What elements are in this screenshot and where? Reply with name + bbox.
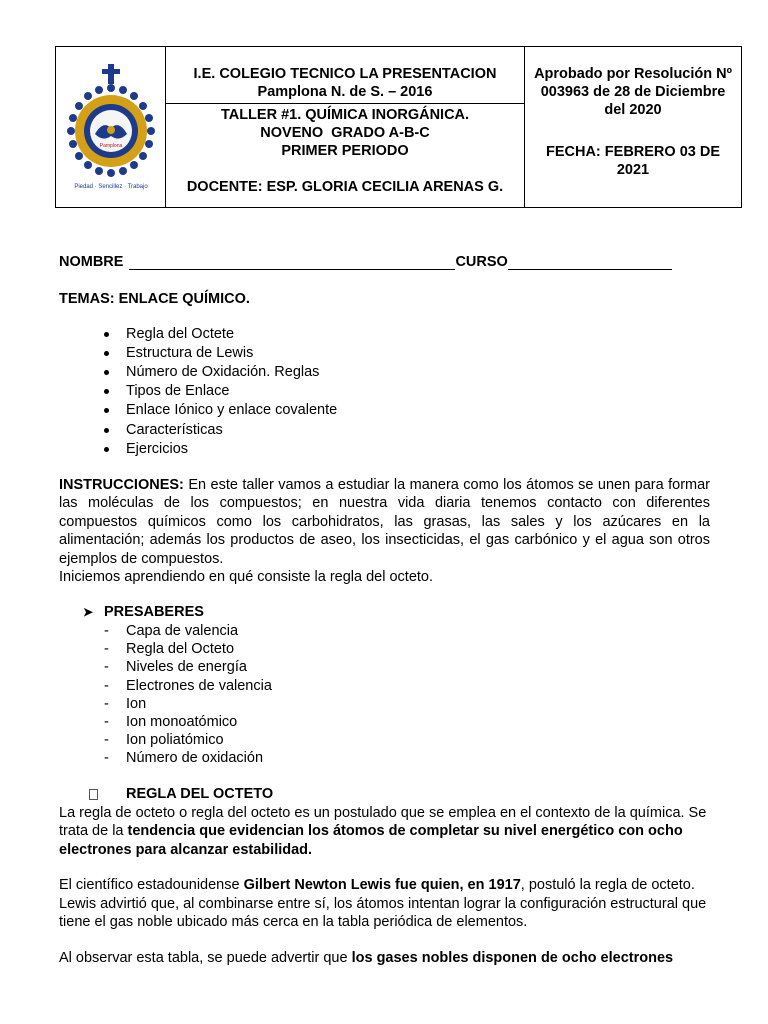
checkbox-bullet-icon: [89, 789, 98, 800]
list-item: - Número de oxidación: [59, 749, 710, 767]
periodo: PRIMER PERIODO: [281, 143, 409, 159]
aprobado-line-3: del 2020: [604, 102, 662, 118]
list-item: Enlace Iónico y enlace covalente: [59, 401, 710, 420]
list-item: Tipos de Enlace: [59, 382, 710, 401]
list-item: - Ion monoatómico: [59, 713, 710, 731]
course-block: [166, 104, 524, 198]
institution-block: [166, 47, 524, 104]
presaberes-title: PRESABERES: [104, 603, 204, 620]
instrucciones-text: En este taller vamos a estudiar la manera como los átomos se unen para formar las moléculas de los compuestos; en nuestra vida diaria tenemos contacto con diferentes compuestos químicos como los carbohidratos, las grasas, las sales y los azúcares en la alimentación; además los productos de aseo, los insecticidas, el gas carbónico y el agua son otros ejemplos de compuestos.: [59, 476, 710, 567]
nombre-blank[interactable]: [129, 255, 455, 270]
list-item: Características: [59, 421, 710, 440]
svg-text:Pamplona: Pamplona: [99, 143, 122, 149]
city-year: Pamplona N. de S. – 2016: [257, 84, 433, 100]
regla-p1-text: La regla de octeto o regla del octeto es un postulado que se emplea en el contexto de la química. Se trata de la: [59, 804, 707, 840]
regla-p2-text: El científico estadounidense: [59, 877, 244, 894]
temas-title: TEMAS: ENLACE QUÍMICO.: [59, 291, 250, 307]
regla-title: REGLA DEL OCTETO: [126, 785, 274, 802]
grado: NOVENO GRADO A-B-C: [260, 125, 430, 141]
presaberes-list: [59, 622, 710, 768]
list-item: - Capa de valencia: [59, 622, 710, 640]
list-item: Ejercicios: [59, 440, 710, 459]
regla-p3-text: Al observar esta tabla, se puede advertir que: [59, 949, 352, 966]
list-item: - Niveles de energía: [59, 658, 710, 676]
regla-p3-bold: los gases nobles disponen de ocho electrones: [351, 949, 674, 966]
nombre-curso-row: [59, 250, 710, 270]
header-right-cell: [525, 47, 741, 207]
aprobado-line-1: Aprobado por Resolución Nº: [534, 66, 732, 82]
logo-cell: [56, 47, 166, 207]
list-item: - Ion poliatómico: [59, 731, 710, 749]
svg-text:Piedad · Sencillez · Trabajo: Piedad · Sencillez · Trabajo: [73, 184, 148, 190]
regla-heading: [89, 785, 710, 804]
list-item: Número de Oxidación. Reglas: [59, 363, 710, 382]
regla-paragraph-2: [59, 876, 710, 932]
temas-list: [59, 325, 710, 459]
header-center-cell: [166, 47, 525, 207]
regla-p2-text-end: , postuló la regla de octeto. Lewis advirtió que, al combinarse entre sí, los átomos intentan lograr la configuración estructural que tiene el gas noble ubicado más cerca en la tabla periódica de elementos.: [59, 877, 707, 931]
list-item: Estructura de Lewis: [59, 344, 710, 363]
instrucciones-paragraph: [59, 476, 710, 569]
curso-label: CURSO: [455, 254, 508, 270]
aprobado-line-2: 003963 de 28 de Diciembre: [540, 84, 726, 100]
regla-paragraph-1: [59, 804, 710, 860]
docente: DOCENTE: ESP. GLORIA CECILIA ARENAS G.: [186, 179, 504, 195]
fecha-line-2: 2021: [616, 162, 650, 178]
arrow-bullet-icon: ➤: [83, 604, 94, 619]
fecha-line-1: FECHA: FEBRERO 03 DE: [545, 144, 721, 160]
school-logo: [63, 64, 159, 190]
list-item: - Electrones de valencia: [59, 677, 710, 695]
instrucciones-label: INSTRUCCIONES:: [59, 476, 184, 493]
list-item: - Regla del Octeto: [59, 640, 710, 658]
presaberes-heading: [83, 603, 710, 622]
curso-blank[interactable]: [508, 255, 672, 270]
document-body: [59, 250, 710, 967]
regla-paragraph-3: [59, 949, 710, 968]
nombre-label: NOMBRE: [59, 254, 124, 270]
header-table: [55, 46, 742, 208]
regla-p2-bold: Gilbert Newton Lewis fue quien, en 1917: [243, 877, 521, 894]
taller-title: TALLER #1. QUÍMICA INORGÁNICA.: [220, 107, 470, 123]
list-item: Regla del Octete: [59, 325, 710, 344]
instrucciones-next: Iniciemos aprendiendo en qué consiste la regla del octeto.: [59, 569, 434, 586]
list-item: - Ion: [59, 695, 710, 713]
institution-name: I.E. COLEGIO TECNICO LA PRESENTACION: [193, 66, 497, 82]
regla-p1-bold: tendencia que evidencian los átomos de completar su nivel energético con ocho electrones para alcanzar estabilidad.: [59, 823, 683, 858]
